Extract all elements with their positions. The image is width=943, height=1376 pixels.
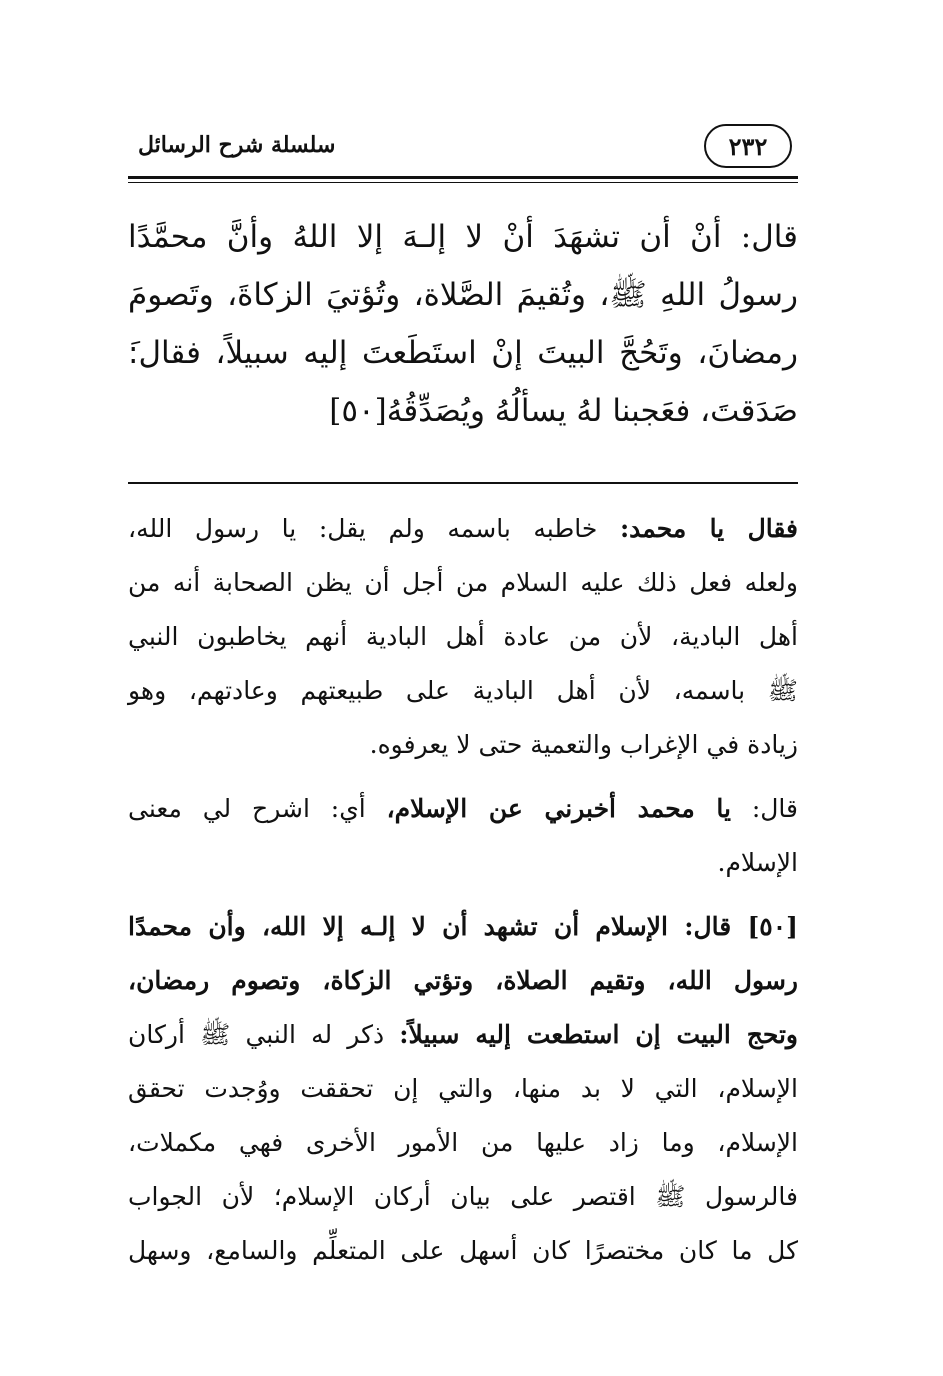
- header-rule-thin: [128, 182, 798, 183]
- line-text: خاطبه باسمه ولم يقل: يا رسول الله،: [128, 514, 620, 543]
- line-text: قال:: [730, 794, 798, 823]
- commentary-paragraph: [128, 782, 798, 890]
- paragraph-line: كل ما كان مختصرًا كان أسهل على المتعلِّم والسامع، وسهل: [128, 1236, 798, 1265]
- paragraph-line: [128, 1008, 798, 1062]
- paragraph-line: زيادة في الإغراب والتعمية حتى لا يعرفوه.: [369, 730, 798, 759]
- paragraph-line: الإسلام.: [717, 848, 798, 877]
- paragraph-line: الإسلام، وما زاد عليها من الأمور الأخرى فهي مكملات،: [128, 1128, 798, 1157]
- bold-phrase: [٥٠] قال: الإسلام أن تشهد أن لا إلـه إلا الله، وأن محمدًا: [128, 912, 798, 941]
- paragraph-line: ﷺ باسمه، لأن أهل البادية على طبيعتهم وعادتهم، وهو: [128, 676, 798, 705]
- bold-phrase: رسول الله، وتقيم الصلاة، وتؤتي الزكاة، وتصوم رمضان،: [128, 966, 798, 995]
- commentary-paragraph: [128, 900, 798, 1278]
- paragraph-line: [128, 782, 798, 836]
- commentary-text: [128, 502, 798, 1288]
- bold-phrase: يا محمد أخبرني عن الإسلام،: [386, 794, 731, 823]
- paragraph-line: [128, 954, 798, 1008]
- paragraph-line: ولعله فعل ذلك عليه السلام من أجل أن يظن الصحابة أنه من: [128, 568, 798, 597]
- hadith-line: رمضانَ، وتَحُجَّ البيتَ إنْ استَطَعتَ إليه سبيلاً، فقال:َ: [128, 335, 798, 371]
- hadith-text: [128, 208, 798, 440]
- paragraph-line: أهل البادية، لأن من عادة أهل البادية أنهم يخاطبون النبي: [128, 622, 798, 651]
- commentary-paragraph: [128, 502, 798, 772]
- header-rule-thick: [128, 176, 798, 179]
- page-header: [128, 118, 798, 180]
- line-text: ذكر له النبي ﷺ أركان: [128, 1020, 400, 1049]
- bold-phrase: وتحج البيت إن استطعت إليه سبيلاً:: [399, 1020, 798, 1049]
- hadith-line: رسولُ اللهِ ﷺ، وتُقيمَ الصَّلاة، وتُؤتيَ الزكاةَ، وتَصومَ: [128, 277, 798, 313]
- bold-phrase: فقال يا محمد:: [619, 514, 798, 543]
- hadith-line: صَدَقتَ، فعَجبنا لهُ يسألُهُ ويُصَدِّقُهُ[٥٠]: [329, 393, 798, 429]
- paragraph-line: فالرسول ﷺ اقتصر على بيان أركان الإسلام؛ لأن الجواب: [128, 1182, 798, 1211]
- paragraph-line: الإسلام، التي لا بد منها، والتي إن تحققت ووُجدت تحقق: [128, 1074, 798, 1103]
- paragraph-line: [128, 900, 798, 954]
- series-title: سلسلة شرح الرسائل: [138, 132, 336, 158]
- hadith-line: قال: أنْ أن تشهَدَ أنْ لا إلـهَ إلا اللهُ وأنَّ محمَّدًا: [128, 219, 798, 255]
- paragraph-line: [128, 502, 798, 556]
- page-number-badge: ٢٣٢: [704, 124, 792, 168]
- section-divider: [128, 482, 798, 484]
- line-text: أي: اشرح لي معنى: [128, 794, 387, 823]
